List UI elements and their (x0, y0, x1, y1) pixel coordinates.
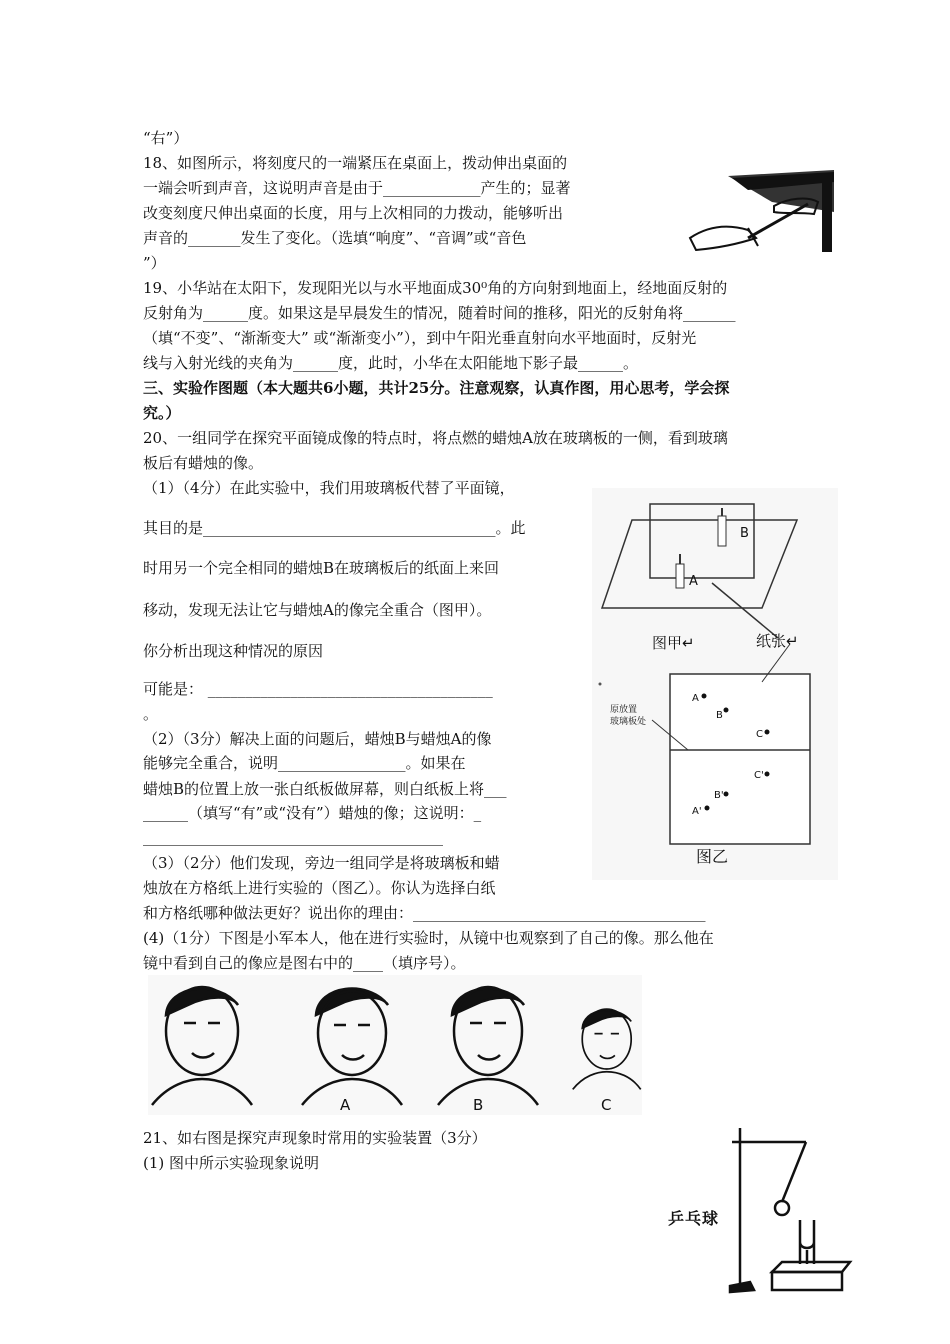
section-3-heading: 究。） (143, 404, 181, 422)
mirror-experiment-figures (592, 488, 838, 880)
question-19-line: 线与入射光线的夹角为______度，此时，小华在太阳能地下影子最______。 (143, 354, 639, 372)
question-18-line: 一端会听到声音，这说明声音是由于_____________产生的；显著 (143, 179, 571, 197)
point-b-label: B (716, 710, 723, 721)
figure-yi-caption: 图乙 (696, 847, 729, 866)
question-18-line: 18、如图所示，将刻度尺的一端紧压在桌面上，拨动伸出桌面的 (143, 154, 568, 172)
faces-figure (148, 975, 642, 1115)
question-20-2-line: ______（填写“有”或“没有”）蜡烛的像；这说明：_ (143, 804, 482, 822)
face-label-c: C (601, 1096, 612, 1114)
candle-a-label: A (689, 574, 698, 589)
question-19-line: （填“不变”、“渐渐变大” 或“渐渐变小”），到中午阳光垂直射向水平地面时，反射光 (143, 329, 697, 347)
question-20-3-line: 烛放在方格纸上进行实验的（图乙）。你认为选择白纸 (143, 879, 496, 897)
question-20-1-line: 其目的是_______________________________________。此 (143, 519, 526, 537)
question-20-line: 20、一组同学在探究平面镜成像的特点时，将点燃的蜡烛A放在玻璃板的一侧，看到玻璃 (143, 429, 728, 447)
question-19-line: 反射角为______度。如果这是早晨发生的情况，随着时间的推移，阳光的反射角将_______ (143, 304, 736, 322)
candle-b-label: B (740, 526, 749, 541)
question-20-3-line: （3）（2分）他们发现，旁边一组同学是将玻璃板和蜡 (143, 854, 500, 872)
figure-jia-caption: 图甲↵ (652, 634, 695, 652)
question-19-line: 19、小华站在太阳下，发现阳光以与水平地面成30⁰角的方向射到地面上，经地面反射的 (143, 279, 728, 297)
question-18-line: ”） (143, 254, 166, 272)
face-b (438, 987, 538, 1105)
question-20-1-line: 可能是： ______________________________________ (143, 680, 493, 698)
question-20-4-line: (4)（1分）下图是小军本人，他在进行实验时，从镜中也观察到了自己的像。那么他在 (143, 929, 714, 947)
face-label-a: A (340, 1096, 351, 1114)
question-20-1-line: 。 (143, 705, 159, 723)
question-20-1-line: 移动，发现无法让它与蜡烛A的像完全重合（图甲）。 (143, 601, 492, 619)
question-20-2-line: ________________________________________ (143, 828, 443, 846)
figure-jia-yi-drawing (592, 488, 838, 880)
question-20-1-line: 你分析出现这种情况的原因 (143, 642, 324, 660)
question-21-line: 21、如右图是探究声现象时常用的实验装置（3分） (143, 1129, 487, 1147)
section-3-heading: 三、实验作图题（本大题共6小题，共计25分。注意观察，认真作图，用心思考，学会探 (143, 379, 730, 397)
ping-pong-ball-label: 乒乓球 (668, 1209, 720, 1228)
question-20-4-line: 镜中看到自己的像应是图右中的____（填序号）。 (143, 954, 466, 972)
point-c-label: C (756, 729, 763, 740)
face-a (302, 989, 402, 1105)
question-21-line: (1) 图中所示实验现象说明 (143, 1154, 320, 1172)
glass-label-line-1: 原放置 (610, 705, 638, 715)
face-c (573, 1009, 641, 1089)
question-20-1-line: 时用另一个完全相同的蜡烛B在玻璃板后的纸面上来回 (143, 559, 500, 577)
question-20-2-line: （2）（3分）解决上面的问题后，蜡烛B与蜡烛A的像 (143, 730, 492, 748)
point-b-prime-label: B' (714, 790, 724, 801)
face-label-b: B (473, 1096, 484, 1114)
glass-position-label (610, 704, 646, 728)
point-a-label: A (692, 693, 699, 704)
question-20-2-line: 蜡烛B的位置上放一张白纸板做屏幕，则白纸板上将___ (143, 780, 507, 798)
glass-label-line-2: 玻璃板处 (610, 717, 647, 727)
text-line: “右”） (143, 129, 189, 147)
faces-drawing (148, 975, 642, 1115)
ruler-on-table-figure (688, 168, 834, 256)
question-20-line: 板后有蜡烛的像。 (143, 454, 264, 472)
question-18-line: 声音的_______发生了变化。（选填“响度”、“音调”或“音色 (143, 229, 527, 247)
question-20-3-line: 和方格纸哪种做法更好？说出你的理由：_______________________________________ (143, 904, 706, 922)
point-c-prime-label: C' (754, 770, 764, 781)
face-original (152, 987, 252, 1105)
paper-label: 纸张↵ (756, 632, 799, 650)
tuning-fork-figure (664, 1122, 854, 1298)
question-20-2-line: 能够完全重合，说明_________________。如果在 (143, 754, 466, 772)
question-18-line: 改变刻度尺伸出桌面的长度，用与上次相同的力拨动，能够听出 (143, 204, 564, 222)
point-a-prime-label: A' (692, 806, 702, 817)
question-20-1-line: （1）（4分）在此实验中，我们用玻璃板代替了平面镜， (143, 479, 515, 497)
